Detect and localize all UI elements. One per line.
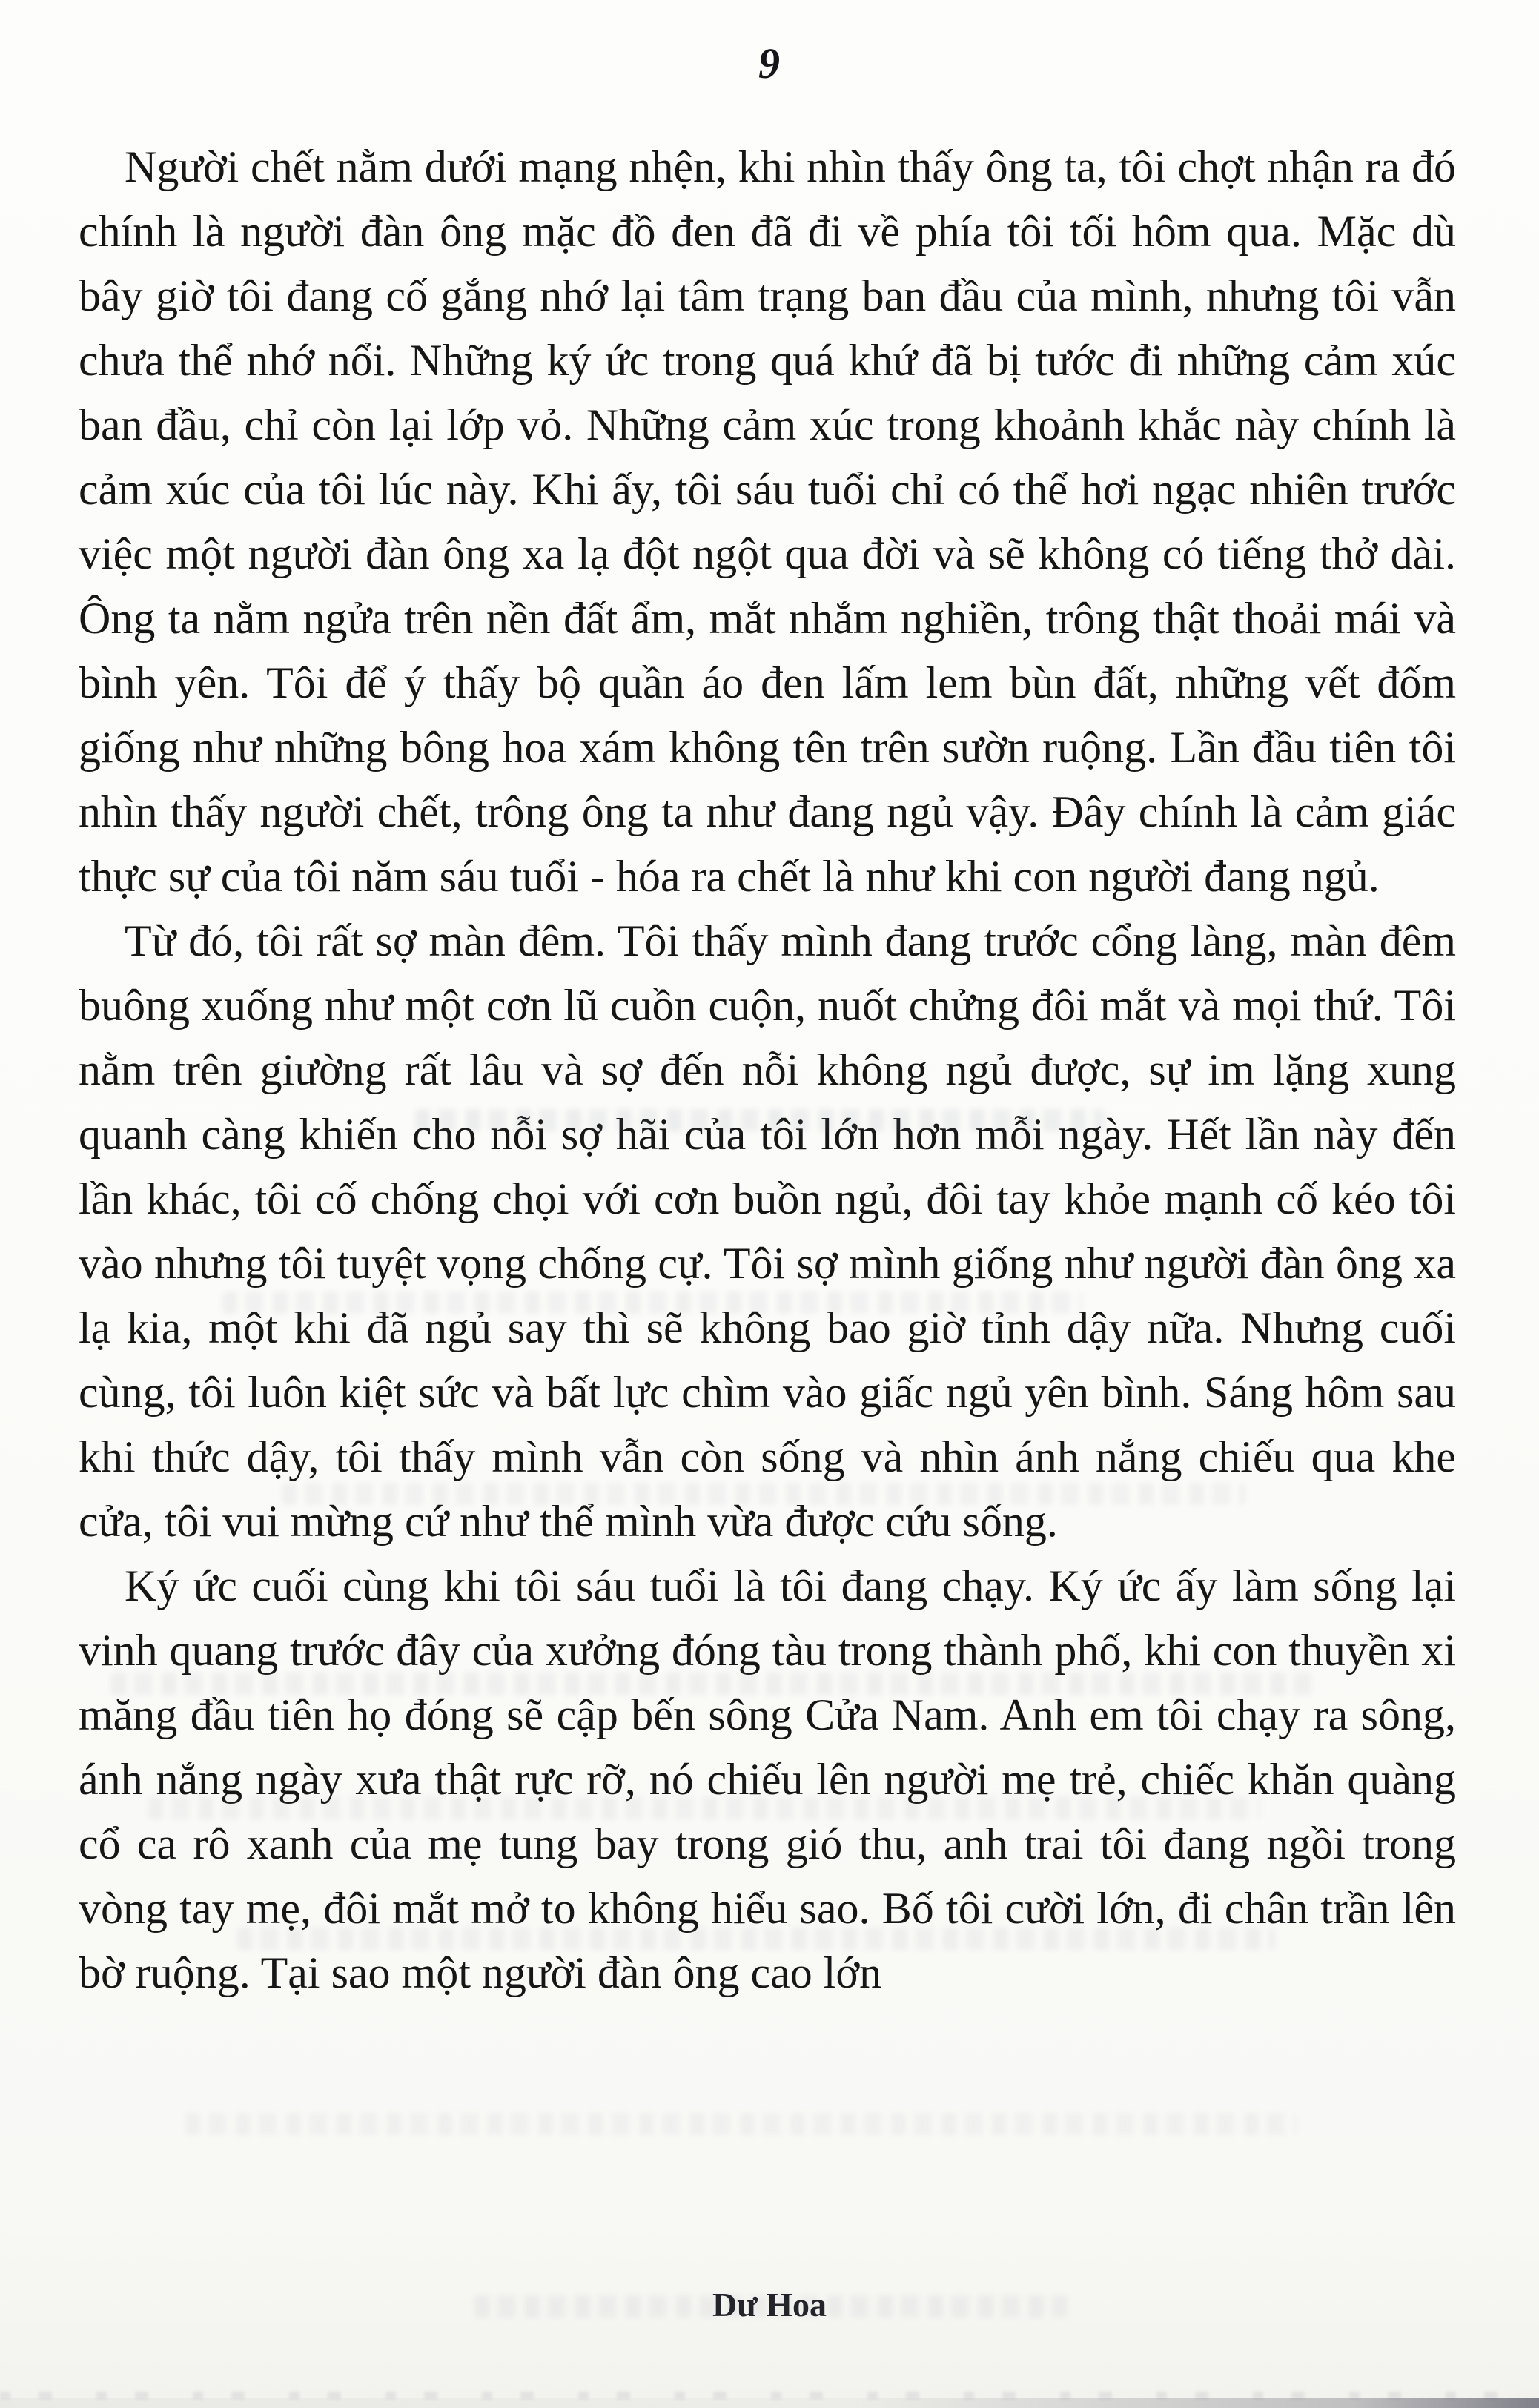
paragraph-1: Người chết nằm dưới mạng nhện, khi nhìn thấy ông ta, tôi chợt nhận ra đó chính là người đàn ông mặc đồ đen đã đi về phía tôi tối hôm qua. Mặc dù bây giờ tôi đang cố gắng nhớ lại tâm trạng ban đầu của mình, nhưng tôi vẫn chưa thể nhớ nổi. Những ký ức trong quá khứ đã bị tước đi những cảm xúc ban đầu, chỉ còn lại lớp vỏ. Những cảm xúc trong khoảnh khắc này chính là cảm xúc của tôi lúc này. Khi ấy, tôi sáu tuổi chỉ có thể hơi ngạc nhiên trước việc một người đàn ông xa lạ đột ngột qua đời và sẽ không có tiếng thở dài. Ông ta nằm ngửa trên nền đất ẩm, mắt nhắm nghiền, trông thật thoải mái và bình yên. Tôi để ý thấy bộ quần áo đen lấm lem bùn đất, những vết đốm giống như những bông hoa xám không tên trên sườn ruộng. Lần đầu tiên tôi nhìn thấy người chết, trông ông ta như đang ngủ vậy. Đây chính là cảm giác thực sự của tôi năm sáu tuổi - hóa ra chết là như khi con người đang ngủ. (79, 142, 1456, 901)
paragraph-3: Ký ức cuối cùng khi tôi sáu tuổi là tôi đang chạy. Ký ức ấy làm sống lại vinh quang trước đây của xưởng đóng tàu trong thành phố, khi con thuyền xi măng đầu tiên họ đóng sẽ cập bến sông Cửa Nam. Anh em tôi chạy ra sông, ánh nắng ngày xưa thật rực rỡ, nó chiếu lên người mẹ trẻ, chiếc khăn quàng cổ ca rô xanh của mẹ tung bay trong gió thu, anh trai tôi đang ngồi trong vòng tay mẹ, đôi mắt mở to không hiểu sao. Bố tôi cười lớn, đi chân trần lên bờ ruộng. Tại sao một người đàn ông cao lớn (79, 1561, 1456, 1997)
bleed-through-artifact (185, 2113, 1297, 2135)
paragraph-2: Từ đó, tôi rất sợ màn đêm. Tôi thấy mình đang trước cổng làng, màn đêm buông xuống như một cơn lũ cuồn cuộn, nuốt chửng đôi mắt và mọi thứ. Tôi nằm trên giường rất lâu và sợ đến nỗi không ngủ được, sự im lặng xung quanh càng khiến cho nỗi sợ hãi của tôi lớn hơn mỗi ngày. Hết lần này đến lần khác, tôi cố chống chọi với cơn buồn ngủ, đôi tay khỏe mạnh cố kéo tôi vào nhưng tôi tuyệt vọng chống cự. Tôi sợ mình giống như người đàn ông xa lạ kia, một khi đã ngủ say thì sẽ không bao giờ tỉnh dậy nữa. Nhưng cuối cùng, tôi luôn kiệt sức và bất lực chìm vào giấc ngủ yên bình. Sáng hôm sau khi thức dậy, tôi thấy mình vẫn còn sống và nhìn ánh nắng chiếu qua khe cửa, tôi vui mừng cứ như thể mình vừa được cứu sống. (79, 916, 1456, 1546)
body-text (79, 135, 1456, 2005)
page-number: 9 (758, 39, 781, 87)
scan-noise-artifact (0, 2392, 1539, 2399)
footer-author: Dư Hoa (712, 2286, 827, 2323)
scan-edge-artifact (0, 2398, 1539, 2408)
